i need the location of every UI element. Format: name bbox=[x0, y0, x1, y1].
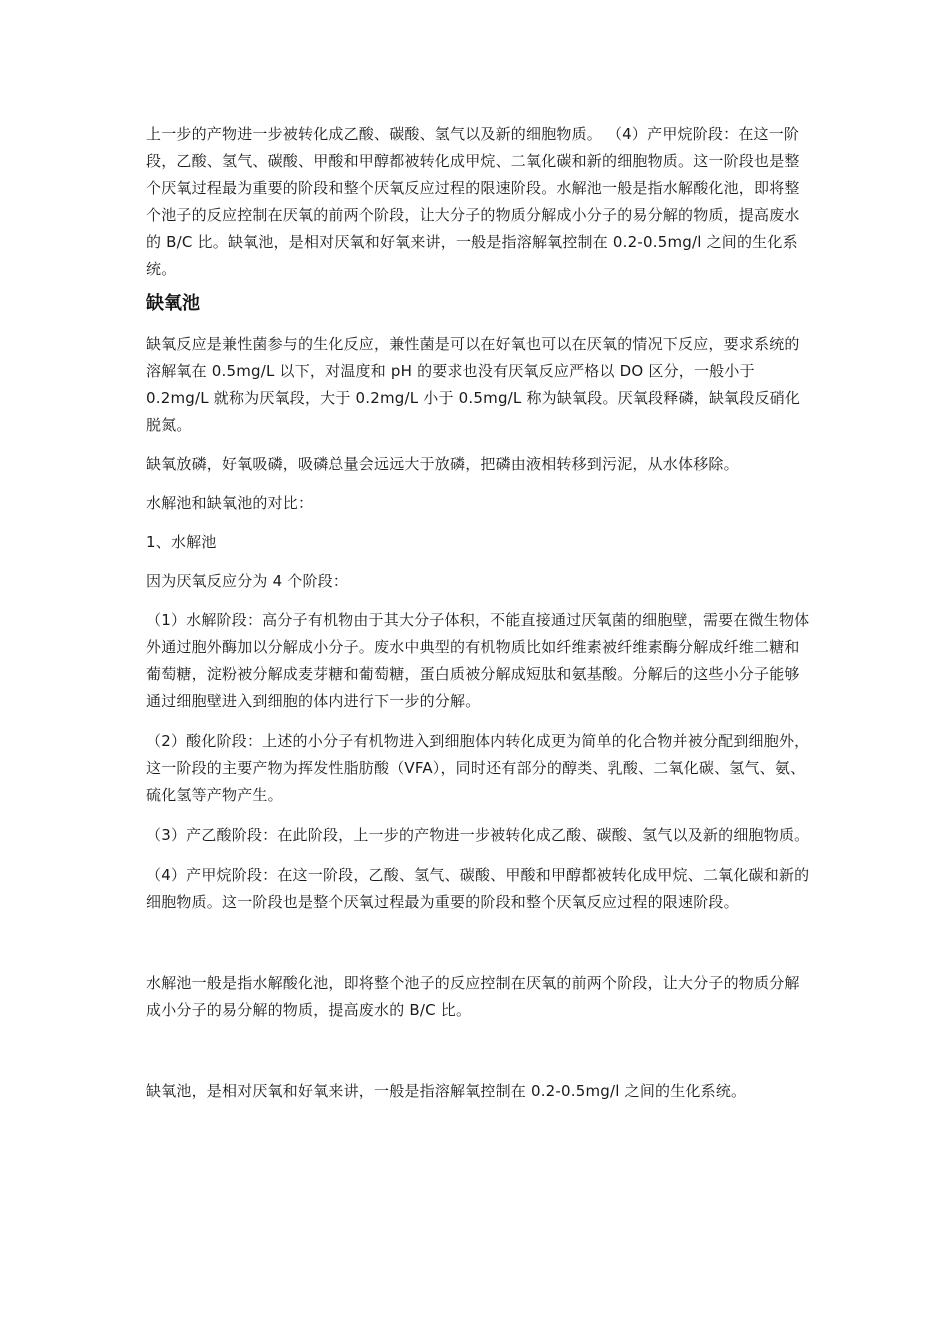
anoxic-reaction-paragraph: 缺氧反应是兼性菌参与的生化反应，兼性菌是可以在好氧也可以在厌氧的情况下反应，要求系统的溶解氧在 0.5mg/L 以下，对温度和 pH 的要求也没有厌氧反应严格以 DO 区分，一般小于 0.2mg/L 就称为厌氧段，大于 0.2mg/L 小于 0.5mg/L 称为缺氧段。厌氧段释磷，缺氧段反硝化脱氮。 bbox=[146, 335, 801, 434]
comparison-paragraph: 水解池和缺氧池的对比： bbox=[146, 494, 314, 512]
list-item-hydrolysis: 1、水解池 bbox=[146, 533, 217, 551]
intro-paragraph: 上一步的产物进一步被转化成乙酸、碳酸、氢气以及新的细胞物质。 （4）产甲烷阶段：在这一阶段，乙酸、氢气、碳酸、甲酸和甲醇都被转化成甲烷、二氧化碳和新的细胞物质。这一阶段也是整个厌氧过程最为重要的阶段和整个厌氧反应过程的限速阶段。水解池一般是指水解酸化池，即将整个池子的反应控制在厌氧的前两个阶段，让大分子的物质分解成小分子的易分解的物质，提高废水的 B/C 比。缺氧池，是相对厌氧和好氧来讲，一般是指溶解氧控制在 0.2-0.5mg/l 之间的生化系统。 bbox=[146, 125, 800, 278]
stages-intro-paragraph: 因为厌氧反应分为 4 个阶段： bbox=[146, 572, 349, 590]
phosphorus-paragraph: 缺氧放磷，好氧吸磷，吸磷总量会远远大于放磷，把磷由液相转移到污泥，从水体移除。 bbox=[146, 455, 739, 473]
anoxic-pool-paragraph: 缺氧池，是相对厌氧和好氧来讲，一般是指溶解氧控制在 0.2-0.5mg/l 之间的生化系统。 bbox=[146, 1082, 747, 1100]
stage-3-paragraph: （3）产乙酸阶段：在此阶段，上一步的产物进一步被转化成乙酸、碳酸、氢气以及新的细胞物质。 bbox=[146, 826, 810, 844]
stage-1-paragraph: （1）水解阶段：高分子有机物由于其大分子体积，不能直接通过厌氧菌的细胞壁，需要在微生物体外通过胞外酶加以分解成小分子。废水中典型的有机物质比如纤维素被纤维素酶分解成纤维二糖和葡萄糖，淀粉被分解成麦芽糖和葡萄糖，蛋白质被分解成短肽和氨基酸。分解后的这些小分子能够通过细胞壁进入到细胞的体内进行下一步的分解。 bbox=[146, 611, 810, 710]
hydrolysis-pool-paragraph: 水解池一般是指水解酸化池，即将整个池子的反应控制在厌氧的前两个阶段，让大分子的物质分解成小分子的易分解的物质，提高废水的 B/C 比。 bbox=[146, 974, 800, 1019]
section-heading: 缺氧池 bbox=[146, 293, 200, 314]
stage-2-paragraph: （2）酸化阶段：上述的小分子有机物进入到细胞体内转化成更为简单的化合物并被分配到细胞外，这一阶段的主要产物为挥发性脂肪酸（VFA），同时还有部分的醇类、乳酸、二氧化碳、氢气、氨、硫化氢等产物产生。 bbox=[146, 732, 810, 804]
document-body bbox=[146, 121, 810, 1105]
stage-4-paragraph: （4）产甲烷阶段：在这一阶段，乙酸、氢气、碳酸、甲酸和甲醇都被转化成甲烷、二氧化碳和新的细胞物质。这一阶段也是整个厌氧过程最为重要的阶段和整个厌氧反应过程的限速阶段。 bbox=[146, 866, 810, 911]
